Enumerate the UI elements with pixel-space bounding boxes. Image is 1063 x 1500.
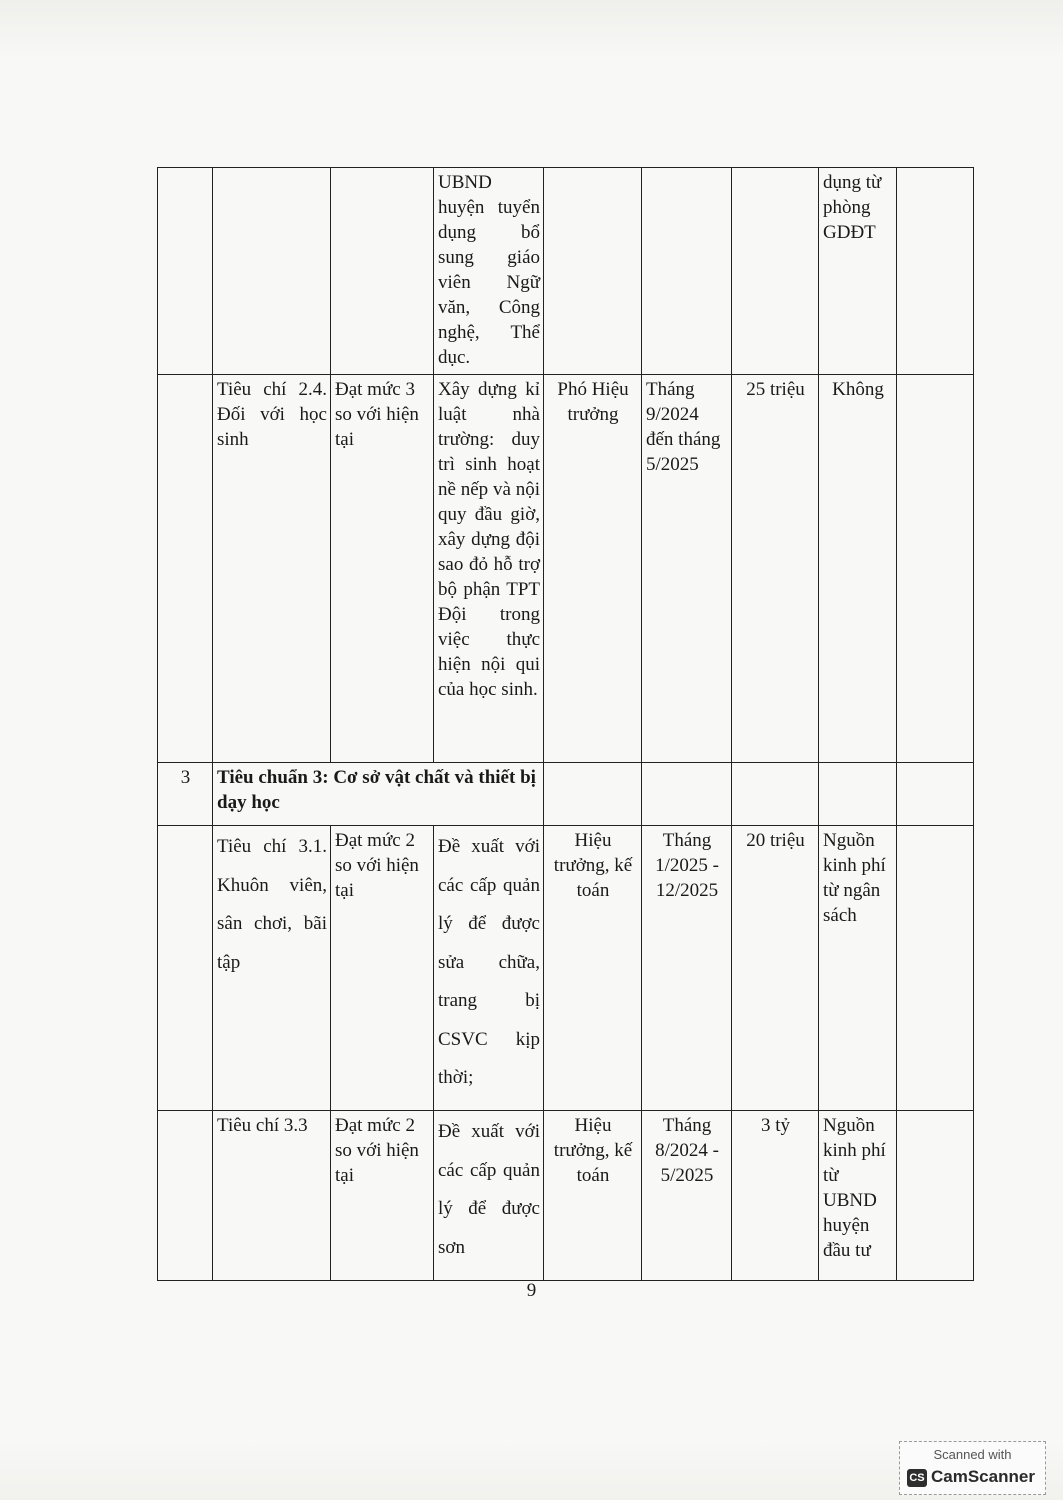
- cell-note: [897, 168, 974, 375]
- cell-time: Tháng 8/2024 - 5/2025: [642, 1111, 732, 1281]
- cell-note: [897, 375, 974, 763]
- cell-note: [897, 826, 974, 1111]
- cell-responsible: Hiệu trưởng, kế toán: [544, 826, 642, 1111]
- cell-solution: Xây dựng kỉ luật nhà trường: duy trì sinh hoạt nề nếp và nội quy đầu giờ, xây dựng đội sao đỏ hỗ trợ bộ phận TPT Đội trong việc thực hiện nội qui của học sinh.: [434, 375, 544, 763]
- scanned-with-label: Scanned with: [933, 1447, 1012, 1462]
- cell-budget: 3 tỷ: [732, 1111, 819, 1281]
- cell-target: [331, 168, 434, 375]
- cell-number: 3: [158, 763, 213, 826]
- table-row: [158, 375, 974, 763]
- cell-solution: UBND huyện tuyển dụng bổ sung giáo viên Ngữ văn, Công nghệ, Thể dục.: [434, 168, 544, 375]
- cell-number: [158, 168, 213, 375]
- cell-target: Đạt mức 2 so với hiện tại: [331, 826, 434, 1111]
- table-row: [158, 1111, 974, 1281]
- cell-responsible: [544, 763, 642, 826]
- cell-criterion: Tiêu chí 3.1. Khuôn viên, sân chơi, bãi tập: [213, 826, 331, 1111]
- cell-funding: Nguồn kinh phí từ ngân sách: [819, 826, 897, 1111]
- camscanner-logo-icon: CS: [907, 1469, 927, 1487]
- standard-title: Tiêu chuẩn 3: Cơ sở vật chất và thiết bị dạy học: [213, 763, 544, 826]
- cell-note: [897, 763, 974, 826]
- cell-target: Đạt mức 2 so với hiện tại: [331, 1111, 434, 1281]
- cell-responsible: Hiệu trưởng, kế toán: [544, 1111, 642, 1281]
- cell-criterion: [213, 168, 331, 375]
- cell-note: [897, 1111, 974, 1281]
- cell-number: [158, 1111, 213, 1281]
- table-row: [158, 168, 974, 375]
- cell-number: [158, 826, 213, 1111]
- cell-funding: dụng từ phòng GDĐT: [819, 168, 897, 375]
- cell-funding: Không: [819, 375, 897, 763]
- cell-responsible: [544, 168, 642, 375]
- cell-solution: Đề xuất với các cấp quản lý để được sửa chữa, trang bị CSVC kịp thời;: [434, 826, 544, 1111]
- cell-time: Tháng 9/2024 đến tháng 5/2025: [642, 375, 732, 763]
- cell-funding: [819, 763, 897, 826]
- cell-budget: [732, 168, 819, 375]
- cell-target: Đạt mức 3 so với hiện tại: [331, 375, 434, 763]
- camscanner-badge: [899, 1441, 1046, 1495]
- cell-budget: [732, 763, 819, 826]
- cell-budget: 25 triệu: [732, 375, 819, 763]
- cell-number: [158, 375, 213, 763]
- cell-solution: Đề xuất với các cấp quản lý để được sơn: [434, 1111, 544, 1281]
- cell-time: [642, 168, 732, 375]
- cell-criterion: Tiêu chí 3.3: [213, 1111, 331, 1281]
- improvement-plan-table: [157, 167, 974, 1281]
- cell-time: [642, 763, 732, 826]
- standard-heading-row: [158, 763, 974, 826]
- camscanner-brand: CamScanner: [931, 1467, 1035, 1486]
- table-row: [158, 826, 974, 1111]
- cell-responsible: Phó Hiệu trưởng: [544, 375, 642, 763]
- cell-budget: 20 triệu: [732, 826, 819, 1111]
- cell-time: Tháng 1/2025 - 12/2025: [642, 826, 732, 1111]
- page-number: 9: [526, 1280, 537, 1301]
- cell-funding: Nguồn kinh phí từ UBND huyện đầu tư: [819, 1111, 897, 1281]
- cell-criterion: Tiêu chí 2.4. Đối với học sinh: [213, 375, 331, 763]
